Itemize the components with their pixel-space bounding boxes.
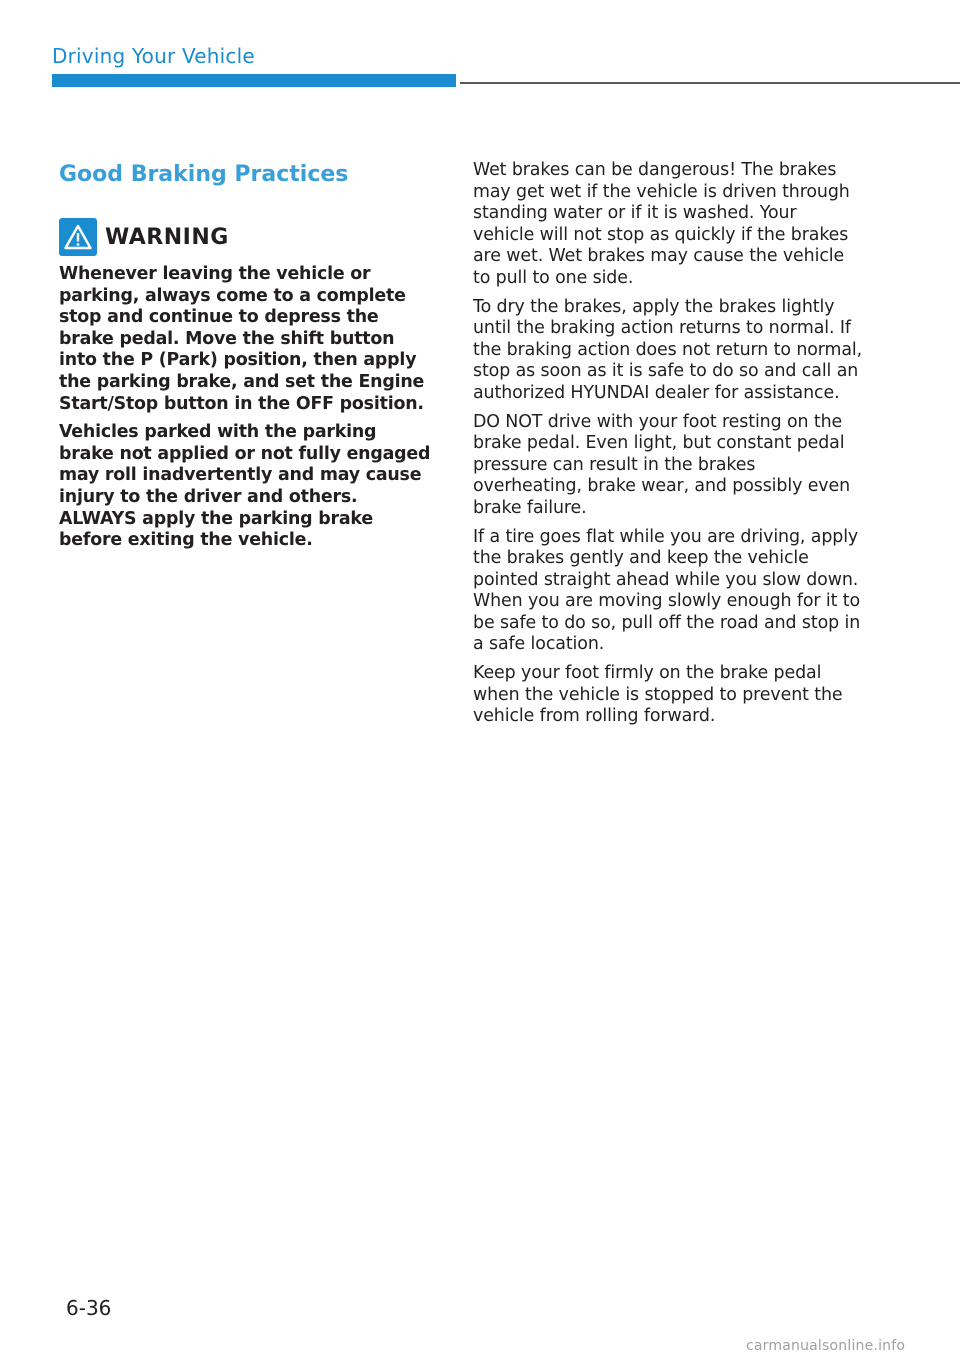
body-paragraph: Keep your foot firmly on the brake pedal when the vehicle is stopped to prevent the vehicle from rolling forward. (473, 663, 843, 727)
warning-paragraph: Vehicles parked with the parking brake not applied or not fully engaged may roll inadvertently and may cause injury to the driver and others. ALWAYS apply the parking brake before exiting the vehicle. (59, 422, 431, 551)
right-column (473, 160, 863, 735)
body-paragraph: DO NOT drive with your foot resting on the brake pedal. Even light, but constant pedal pressure can result in the brakes overheating, brake wear, and possibly even brake failure. (473, 411, 851, 518)
warning-title (59, 218, 431, 256)
header-accent-bar (52, 74, 456, 87)
watermark: carmanualsonline.info (746, 1338, 906, 1354)
left-column (59, 160, 431, 559)
section-heading: Good Braking Practices (59, 162, 349, 187)
warning-triangle-icon (59, 218, 97, 256)
section-header: Driving Your Vehicle (52, 44, 255, 68)
body-paragraph: To dry the brakes, apply the brakes lightly until the braking action returns to normal. If the braking action does not return to normal, stop as soon as it is safe to do so and call an authorized HYUNDAI dealer for assistance. (473, 296, 863, 403)
warning-label: WARNING (105, 224, 229, 250)
body-paragraph: Wet brakes can be dangerous! The brakes may get wet if the vehicle is driven through standing water or if it is washed. Your vehicle will not stop as quickly if the brakes are wet. Wet brakes may cause the vehicle to pull to one side. (473, 160, 850, 288)
page-number: 6-36 (66, 1296, 112, 1320)
body-paragraph: If a tire goes flat while you are driving, apply the brakes gently and keep the vehicle pointed straight ahead while you slow down. When you are moving slowly enough for it to be safe to do so, pull off the road and stop in a safe location. (473, 526, 861, 655)
header-rule (460, 82, 960, 84)
warning-paragraph: Whenever leaving the vehicle or parking, always come to a complete stop and continue to depress the brake pedal. Move the shift button into the P (Park) position, then apply the parking brake, and set the Engine Start/Stop button in the OFF position. (59, 264, 425, 414)
